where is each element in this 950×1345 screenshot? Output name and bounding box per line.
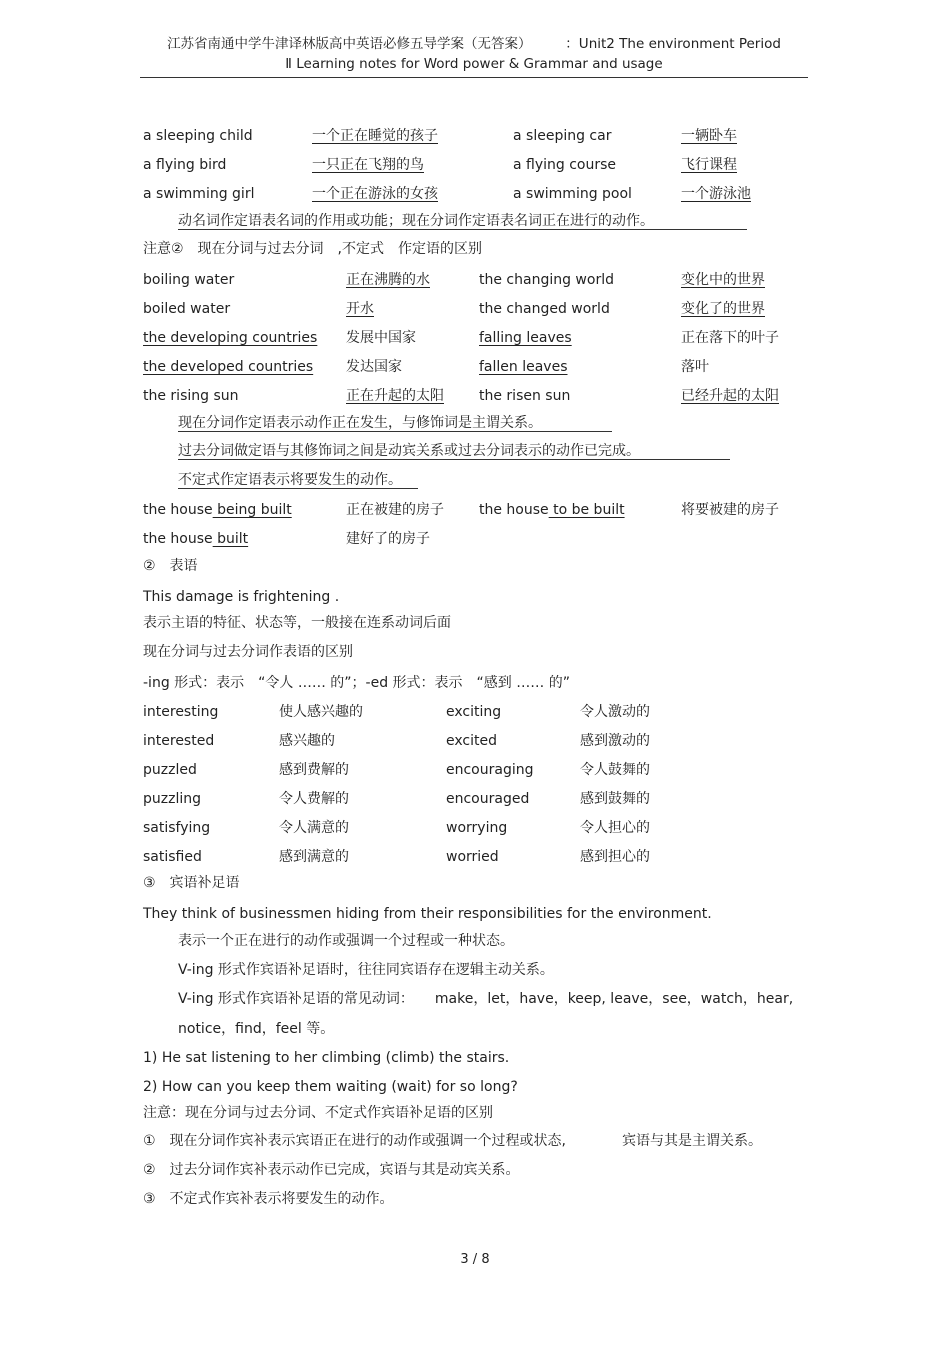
- translation: 发达国家: [346, 359, 402, 375]
- rule-note: 表示一个正在进行的动作或强调一个过程或一种状态。: [178, 933, 514, 949]
- note-heading: 注意：现在分词与过去分词、不定式作宾语补足语的区别: [143, 1105, 493, 1121]
- translation: 一个正在游泳的女孩: [312, 186, 438, 202]
- translation: 正在落下的叶子: [681, 330, 779, 346]
- phrase: the house to be built: [479, 502, 625, 518]
- translation: 飞行课程: [681, 157, 737, 173]
- page-number: 3 / 8: [460, 1252, 490, 1267]
- translation: 开水: [346, 301, 374, 317]
- adjective: worrying: [446, 820, 508, 836]
- translation: 一只正在飞翔的鸟: [312, 157, 424, 173]
- header-rule: [140, 77, 808, 78]
- note-heading: 注意② 现在分词与过去分词 ,不定式 作定语的区别: [143, 241, 482, 257]
- phrase: a flying bird: [143, 157, 227, 173]
- translation: 落叶: [681, 359, 709, 375]
- translation: 已经升起的太阳: [681, 388, 779, 404]
- phrase: boiling water: [143, 272, 235, 288]
- translation: 感兴趣的: [279, 733, 335, 749]
- section-heading: ② 表语: [143, 558, 198, 574]
- phrase: fallen leaves: [479, 359, 568, 375]
- adjective: interested: [143, 733, 215, 749]
- adjective: encouraged: [446, 791, 530, 807]
- translation: 令人担心的: [580, 820, 650, 836]
- translation: 变化了的世界: [681, 301, 765, 317]
- translation: 令人激动的: [580, 704, 650, 720]
- phrase: the house built: [143, 531, 249, 547]
- translation: 建好了的房子: [346, 531, 430, 547]
- phrase: the changed world: [479, 301, 610, 317]
- phrase: falling leaves: [479, 330, 572, 346]
- adjective: exciting: [446, 704, 502, 720]
- adjective: puzzling: [143, 791, 201, 807]
- adjective: interesting: [143, 704, 219, 720]
- phrase: the rising sun: [143, 388, 239, 404]
- rule-note: V-ing 形式作宾语补足语的常见动词： make，let，have，keep, leave，see，watch，hear,: [178, 991, 794, 1007]
- answer-underline: [178, 431, 612, 432]
- translation: 感到担心的: [580, 849, 650, 865]
- example-sentence: 2) How can you keep them waiting (wait) for so long?: [143, 1079, 518, 1095]
- adjective: encouraging: [446, 762, 534, 778]
- phrase: a sleeping child: [143, 128, 253, 144]
- phrase: a swimming girl: [143, 186, 255, 202]
- rule-note: ② 过去分词作宾补表示动作已完成，宾语与其是动宾关系。: [143, 1162, 520, 1178]
- rule-note: 动名词作定语表名词的作用或功能；现在分词作定语表名词正在进行的动作。: [178, 213, 654, 229]
- answer-underline: [178, 488, 418, 489]
- rule-note: 现在分词与过去分词作表语的区别: [143, 644, 353, 660]
- rule-note: ③ 不定式作宾补表示将要发生的动作。: [143, 1191, 394, 1207]
- phrase: the house being built: [143, 502, 292, 518]
- translation: 正在升起的太阳: [346, 388, 444, 404]
- phrase: the developing countries: [143, 330, 318, 346]
- phrase: a flying course: [513, 157, 617, 173]
- translation: 令人满意的: [279, 820, 349, 836]
- phrase: the developed countries: [143, 359, 314, 375]
- phrase: the changing world: [479, 272, 614, 288]
- adjective: satisfied: [143, 849, 202, 865]
- rule-note: ① 现在分词作宾补表示宾语正在进行的动作或强调一个过程或状态, 宾语与其是主谓关系。: [143, 1133, 762, 1149]
- translation: 感到激动的: [580, 733, 650, 749]
- translation: 发展中国家: [346, 330, 416, 346]
- rule-note: -ing 形式：表示 “令人 …… 的”；-ed 形式：表示 “感到 …… 的”: [143, 675, 570, 691]
- translation: 将要被建的房子: [681, 502, 779, 518]
- rule-note: notice，find，feel 等。: [178, 1021, 335, 1037]
- translation: 变化中的世界: [681, 272, 765, 288]
- example-sentence: They think of businessmen hiding from their responsibilities for the environment.: [143, 906, 712, 922]
- adjective: puzzled: [143, 762, 197, 778]
- rule-note: 不定式作定语表示将要发生的动作。: [178, 472, 402, 488]
- translation: 一辆卧车: [681, 128, 737, 144]
- translation: 令人鼓舞的: [580, 762, 650, 778]
- translation: 感到鼓舞的: [580, 791, 650, 807]
- phrase: a swimming pool: [513, 186, 632, 202]
- translation: 感到满意的: [279, 849, 349, 865]
- translation: 使人感兴趣的: [279, 704, 363, 720]
- translation: 正在沸腾的水: [346, 272, 430, 288]
- rule-note: V-ing 形式作宾语补足语时，往往同宾语存在逻辑主动关系。: [178, 962, 554, 978]
- phrase: the risen sun: [479, 388, 571, 404]
- rule-note: 现在分词作定语表示动作正在发生，与修饰词是主谓关系。: [178, 415, 542, 431]
- translation: 感到费解的: [279, 762, 349, 778]
- rule-note: 过去分词做定语与其修饰词之间是动宾关系或过去分词表示的动作已完成。: [178, 443, 640, 459]
- header-line-2: Ⅱ Learning notes for Word power & Grammar and usage: [285, 56, 663, 72]
- answer-underline: [178, 229, 747, 230]
- header-line-1: 江苏省南通中学牛津译林版高中英语必修五导学案（无答案） ：Unit2 The environment Period: [167, 36, 781, 52]
- adjective: worried: [446, 849, 499, 865]
- translation: 令人费解的: [279, 791, 349, 807]
- phrase: a sleeping car: [513, 128, 612, 144]
- example-sentence: This damage is frightening .: [143, 589, 340, 605]
- translation: 一个游泳池: [681, 186, 751, 202]
- translation: 一个正在睡觉的孩子: [312, 128, 438, 144]
- rule-note: 表示主语的特征、状态等，一般接在连系动词后面: [143, 615, 451, 631]
- phrase: boiled water: [143, 301, 231, 317]
- answer-underline: [178, 459, 730, 460]
- adjective: satisfying: [143, 820, 211, 836]
- adjective: excited: [446, 733, 497, 749]
- section-heading: ③ 宾语补足语: [143, 875, 240, 891]
- translation: 正在被建的房子: [346, 502, 444, 518]
- example-sentence: 1) He sat listening to her climbing (climb) the stairs.: [143, 1050, 510, 1066]
